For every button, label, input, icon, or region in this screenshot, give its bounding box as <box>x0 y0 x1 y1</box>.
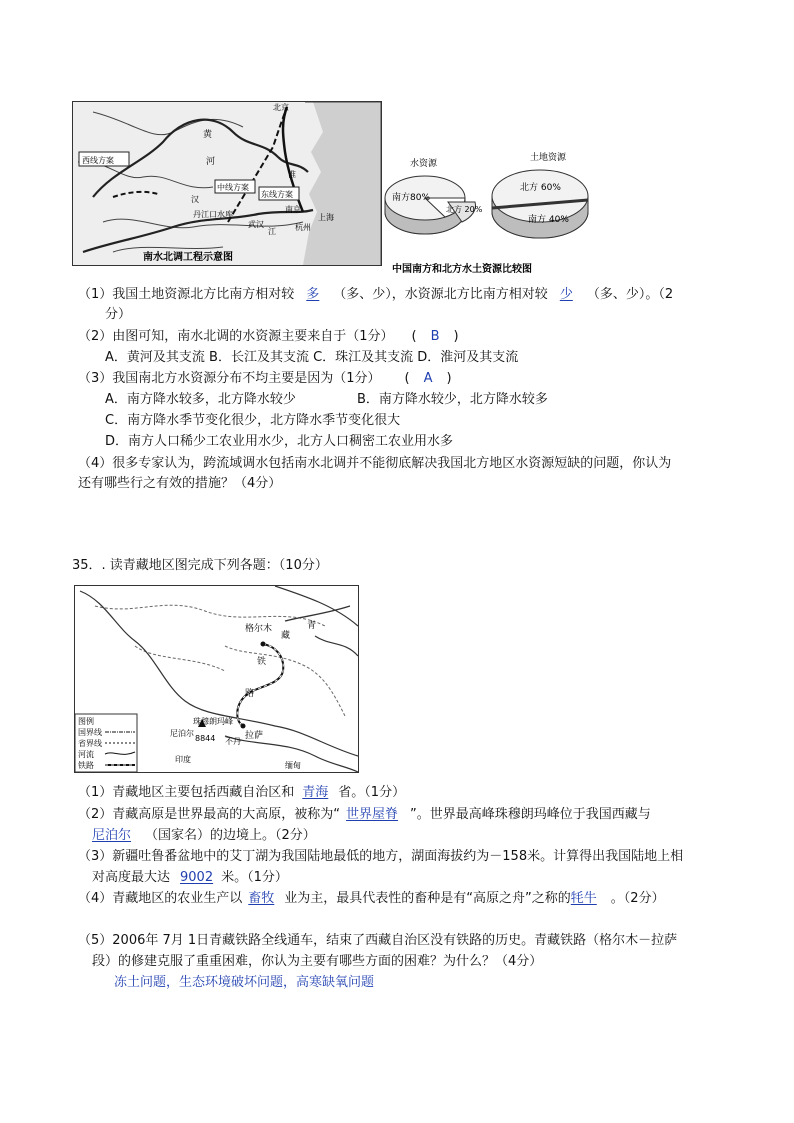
tibet-map-drawing <box>75 586 358 772</box>
legend-title: 图例 <box>78 717 94 726</box>
huang-label: 黄 <box>203 130 213 140</box>
lasa-label: 拉萨 <box>245 731 264 741</box>
tie-label: 铁 <box>257 657 267 667</box>
huai-label: 淮 <box>288 170 296 179</box>
south-north-water-map-drawing <box>73 102 381 265</box>
he-label: 河 <box>206 157 216 167</box>
zang-label: 藏 <box>281 631 291 641</box>
middle-route-label: 中线方案 <box>217 183 249 192</box>
resources-comparison-drawing <box>380 150 595 275</box>
q35-answer-5: 畜牧 <box>248 891 275 906</box>
q34-part3: （3）我国南北方水资源分布不均主要是因为（1分） ( A ) <box>78 371 452 386</box>
q34-part2-options: A．黄河及其支流 B．长江及其支流 C．珠江及其支流 D．淮河及其支流 <box>105 350 519 365</box>
water-title: 水资源 <box>410 159 438 169</box>
land-south-label: 南方 40% <box>528 215 569 225</box>
q34-part3-option-b: B．南方降水较少，北方降水较多 <box>357 392 548 407</box>
q34-part4-line2: 还有哪些行之有效的措施？（4分） <box>78 476 282 491</box>
nanjing-label: 南京 <box>285 205 301 214</box>
qing-label: 青 <box>307 621 317 631</box>
golmud-label: 格尔木 <box>245 624 273 634</box>
tibet-map <box>74 585 359 773</box>
q34-part1-line2: 分） <box>105 307 132 322</box>
legend-national: 国界线 <box>78 728 102 737</box>
nepal-label: 尼泊尔 <box>170 729 194 738</box>
q34-part2-answer: B <box>430 329 440 344</box>
q35-part3-line1: （3）新疆吐鲁番盆地中的艾丁湖为我国陆地最低的地方，湖面海拔约为－158米。计算得出我国陆地上相 <box>78 849 684 864</box>
bhutan-label: 不丹 <box>225 737 241 746</box>
han-label: 汉 <box>191 195 199 204</box>
q34-part3-option-c: C．南方降水季节变化很少，北方降水季节变化很大 <box>105 413 401 428</box>
left-map-caption: 南水北调工程示意图 <box>143 252 233 263</box>
water-north-label: 北方 20% <box>446 205 483 214</box>
q34-part2: （2）由图可知，南水北调的水资源主要来自于（1分） ( B ) <box>78 329 459 344</box>
land-north-label: 北方 60% <box>520 183 561 193</box>
q34-part1-line1: （1）我国土地资源北方比南方相对较 多 （多、少），水资源北方比南方相对较 少 （多、少）。（2 <box>78 287 674 302</box>
q34-part3-option-a: A．南方降水较多，北方降水较少 <box>105 392 296 407</box>
water-south-label: 南方80% <box>392 193 431 203</box>
golmud-point <box>261 642 266 647</box>
land-title: 土地资源 <box>530 153 567 163</box>
myanmar-label: 缅甸 <box>285 761 301 770</box>
shanghai-label: 上海 <box>318 213 334 222</box>
q34-part3-option-d: D．南方人口稀少工农业用水少，北方人口稠密工农业用水多 <box>105 434 454 449</box>
q35-part2-line1: （2）青藏高原是世界最高的大高原，被称为“ 世界屋脊 ”。世界最高峰珠穆朗玛峰位于我国西藏与 <box>78 807 651 822</box>
legend-rail: 铁路 <box>78 761 94 770</box>
q35-part1: （1）青藏地区主要包括西藏自治区和 青海 省。（1分） <box>78 785 406 800</box>
jiang-label: 江 <box>268 227 276 236</box>
q34-answer-2: 少 <box>559 287 573 302</box>
q35-answer-1: 青海 <box>302 785 329 800</box>
india-label: 印度 <box>175 755 191 764</box>
q35-answer-4: 9002 <box>180 870 214 885</box>
hangzhou-label: 杭州 <box>295 223 311 232</box>
q35-answer-3: 尼泊尔 <box>92 828 132 843</box>
lu-label: 路 <box>245 689 255 699</box>
q35-part5-answer: 冻土问题，生态环境破坏问题，高寒缺氧问题 <box>114 975 375 990</box>
q35-part5-line2: 段）的修建克服了重重困难，你认为主要有哪些方面的困难？为什么？（4分） <box>92 954 543 969</box>
everest-height-label: 8844 <box>195 734 216 743</box>
danjiangkou-label: 丹江口水库 <box>193 210 233 219</box>
legend-provincial: 省界线 <box>78 739 102 748</box>
beijing-label: 北京 <box>273 103 289 112</box>
q35-part5-line1: （5）2006年 7月 1日青藏铁路全线通车，结束了西藏自治区没有铁路的历史。青藏铁路（格尔木－拉萨 <box>78 933 678 948</box>
q35-title: 35．. 读青藏地区图完成下列各题：（10分） <box>72 558 328 573</box>
west-route-label: 西线方案 <box>82 156 114 165</box>
q35-answer-6: 牦牛 <box>570 891 597 906</box>
resources-comparison-chart <box>380 150 595 275</box>
q34-part3-answer: A <box>423 371 433 386</box>
lasa-point <box>241 724 246 729</box>
everest-label: 珠穆朗玛峰 <box>193 717 233 726</box>
q35-part4: （4）青藏地区的农业生产以 畜牧 业为主，最具代表性的畜种是有“高原之舟”之称的牦牛 。（2分） <box>78 891 665 906</box>
legend-river: 河流 <box>78 750 94 759</box>
tibet-map-legend <box>75 714 137 772</box>
south-north-water-map <box>72 101 382 266</box>
q35-part3-line2: 对高度最大达 9002 米。（1分） <box>92 870 288 885</box>
right-chart-caption: 中国南方和北方水土资源比较图 <box>392 264 532 275</box>
q35-part2-line2: 尼泊尔 （国家名）的边境上。（2分） <box>92 828 316 843</box>
q34-part4-line1: （4）很多专家认为，跨流域调水包括南水北调并不能彻底解决我国北方地区水资源短缺的问题，你认为 <box>78 456 672 471</box>
q35-answer-2: 世界屋脊 <box>346 807 399 822</box>
east-route-label: 东线方案 <box>261 190 293 199</box>
q34-answer-1: 多 <box>306 287 320 302</box>
wuhan-label: 武汉 <box>248 220 264 229</box>
